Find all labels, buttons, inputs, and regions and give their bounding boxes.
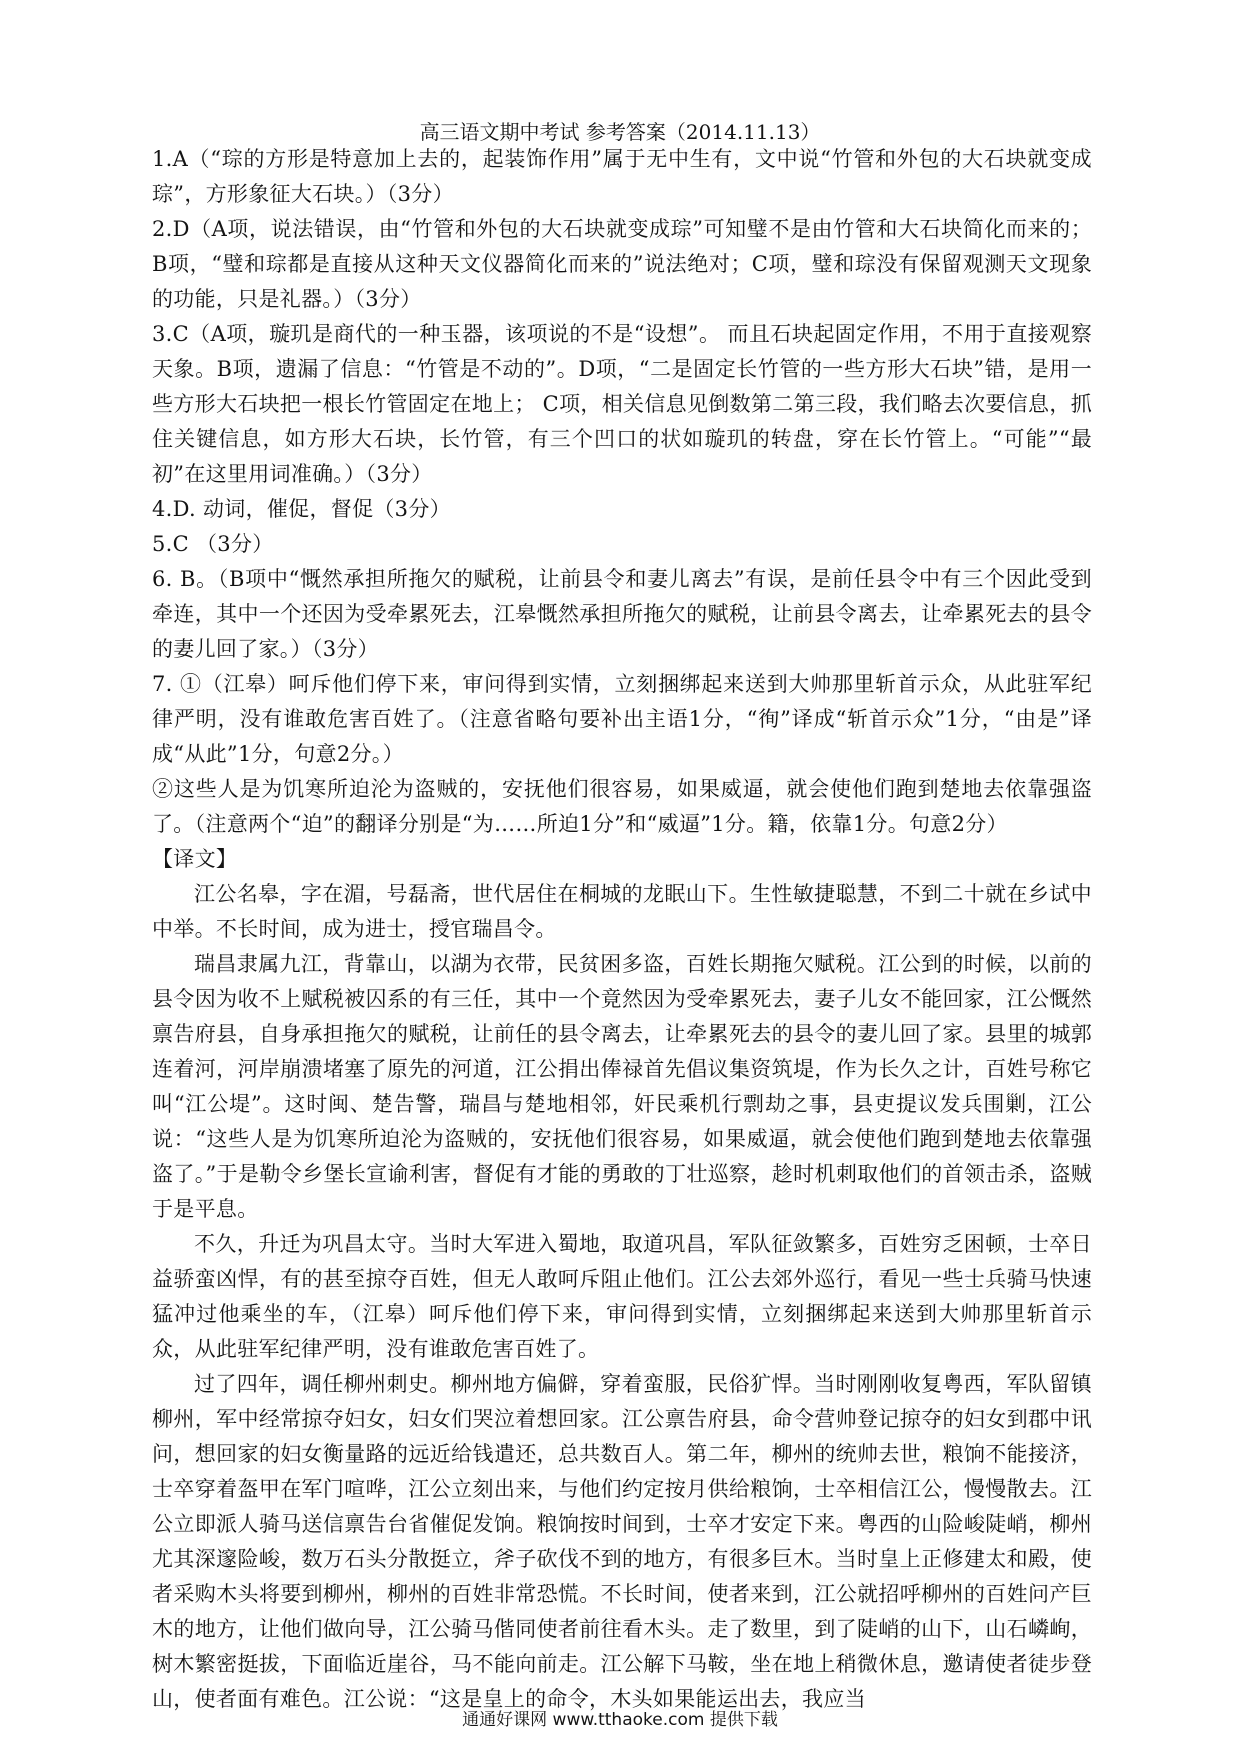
- translation-heading: 【译文】: [152, 847, 238, 871]
- translation-paragraph: 江公名皋，字在湄，号磊斋，世代居住在桐城的龙眠山下。生性敏捷聪慧，不到二十就在乡试中中举。不长时间，成为进士，授官瑞昌令。: [152, 882, 1092, 941]
- answer-item: 5.C （3分）: [152, 532, 274, 556]
- answer-item: 6. B。（B项中“慨然承担所拖欠的赋税，让前县令和妻儿离去”有误，是前任县令中有三个因此受到牵连，其中一个还因为受牵累死去，江皋慨然承担所拖欠的赋税，让前县令离去，让牵累死去的县令的妻儿回了家。）（3分）: [152, 567, 1092, 661]
- answer-item: 2.D（A项，说法错误，由“竹管和外包的大石块就变成琮”可知璧不是由竹管和大石块简化而来的；B项，“璧和琮都是直接从这种天文仪器简化而来的”说法绝对；C项，璧和琮没有保留观测天文现象的功能，只是礼器。）（3分）: [152, 217, 1092, 311]
- page-title: 高三语文期中考试 参考答案（2014.11.13）: [419, 120, 821, 144]
- page-footer: 通通好课网 www.tthaoke.com 提供下载: [462, 1710, 778, 1730]
- translation-paragraph: 瑞昌隶属九江，背靠山，以湖为衣带，民贫困多盗，百姓长期拖欠赋税。江公到的时候，以前的县令因为收不上赋税被囚系的有三任，其中一个竟然因为受牵累死去，妻子儿女不能回家，江公慨然禀告府县，自身承担拖欠的赋税，让前任的县令离去，让牵累死去的县令的妻儿回了家。县里的城郭连着河，河岸崩溃堵塞了原先的河道，江公捐出俸禄首先倡议集资筑堤，作为长久之计，百姓号称它叫“江公堤”。这时闽、楚告警，瑞昌与楚地相邻，奸民乘机行剽劫之事，县吏提议发兵围剿，江公说：“这些人是为饥寒所迫沦为盗贼的，安抚他们很容易，如果威逼，就会使他们跑到楚地去依靠强盗了。”于是勒令乡堡长宣谕利害，督促有才能的勇敢的丁壮巡察，趁时机刺取他们的首领击杀，盗贼于是平息。: [152, 952, 1092, 1221]
- translation-paragraph: 不久，升迁为巩昌太守。当时大军进入蜀地，取道巩昌，军队征敛繁多，百姓穷乏困顿，士卒日益骄蛮凶悍，有的甚至掠夺百姓，但无人敢呵斥阻止他们。江公去郊外巡行，看见一些士兵骑马快速猛冲过他乘坐的车，（江皋）呵斥他们停下来，审问得到实情，立刻捆绑起来送到大帅那里斩首示众，从此驻军纪律严明，没有谁敢危害百姓了。: [152, 1232, 1092, 1361]
- translation-paragraph: 过了四年，调任柳州刺史。柳州地方偏僻，穿着蛮服，民俗犷悍。当时刚刚收复粤西，军队留镇柳州，军中经常掠夺妇女，妇女们哭泣着想回家。江公禀告府县，命令营帅登记掠夺的妇女到郡中讯问，想回家的妇女衡量路的远近给钱遣还，总共数百人。第二年，柳州的统帅去世，粮饷不能接济，士卒穿着盔甲在军门喧哗，江公立刻出来，与他们约定按月供给粮饷，士卒相信江公，慢慢散去。江公立即派人骑马送信禀告台省催促发饷。粮饷按时间到，士卒才安定下来。粤西的山险峻陡峭，柳州尤其深邃险峻，数万石头分散挺立，斧子砍伐不到的地方，有很多巨木。当时皇上正修建太和殿，使者采购木头将要到柳州，柳州的百姓非常恐慌。不长时间，使者来到，江公就招呼柳州的百姓问产巨木的地方，让他们做向导，江公骑马偕同使者前往看木头。走了数里，到了陡峭的山下，山石嶙峋，树木繁密挺拔，下面临近崖谷，马不能向前走。江公解下马鞍，坐在地上稍微休息，邀请使者徒步登山，使者面有难色。江公说：“这是皇上的命令，木头如果能运出去，我应当: [152, 1372, 1092, 1711]
- answer-item: 3.C（A项，璇玑是商代的一种玉器，该项说的不是“设想”。 而且石块起固定作用，不用于直接观察天象。B项，遗漏了信息：“竹管是不动的”。D项，“二是固定长竹管的一些方形大石块”错，是用一些方形大石块把一根长竹管固定在地上； C项，相关信息见倒数第二第三段，我们略去次要信息，抓住关键信息，如方形大石块，长竹管，有三个凹口的状如璇玑的转盘，穿在长竹管上。“可能”“最初”在这里用词准确。）（3分）: [152, 322, 1092, 486]
- answer-item: ②这些人是为饥寒所迫沦为盗贼的，安抚他们很容易，如果威逼，就会使他们跑到楚地去依靠强盗了。（注意两个“迫”的翻译分别是“为……所迫1分”和“威逼”1分。籍，依靠1分。句意2分）: [152, 777, 1092, 836]
- answer-item: 7. ①（江皋）呵斥他们停下来，审问得到实情，立刻捆绑起来送到大帅那里斩首示众，从此驻军纪律严明，没有谁敢危害百姓了。（注意省略句要补出主语1分，“徇”译成“斩首示众”1分，“由是”译成“从此”1分，句意2分。）: [152, 672, 1092, 766]
- answer-item: 4.D. 动词，催促，督促（3分）: [152, 497, 451, 521]
- document-body: [152, 142, 1092, 1717]
- answer-item: 1.A（“琮的方形是特意加上去的，起装饰作用”属于无中生有，文中说“竹管和外包的大石块就变成琮”，方形象征大石块。）（3分）: [152, 147, 1092, 206]
